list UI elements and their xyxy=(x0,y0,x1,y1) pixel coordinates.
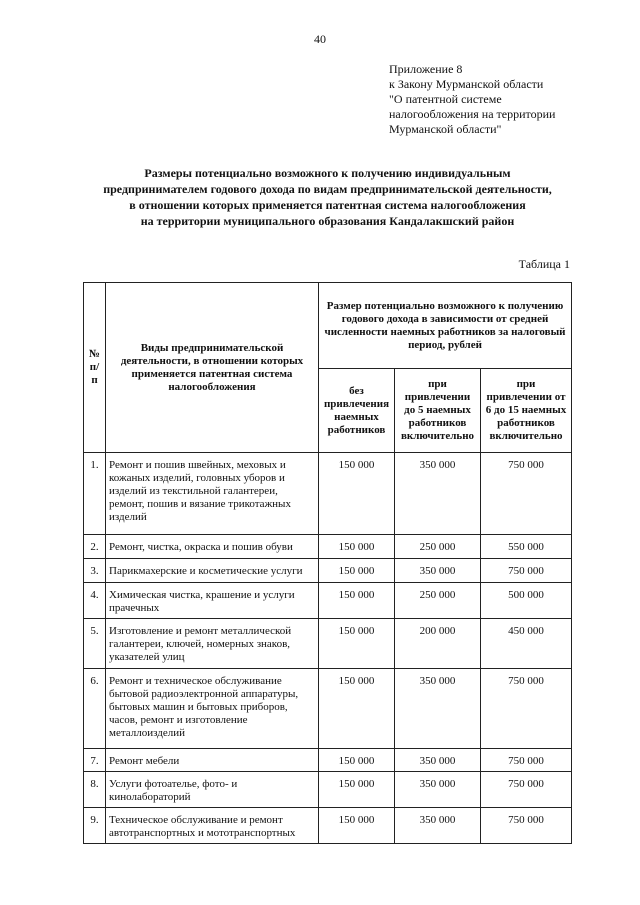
annex-line: Мурманской области" xyxy=(389,122,502,136)
row-value-up-to-5: 350 000 xyxy=(395,749,481,772)
annex-line: налогообложения на территории xyxy=(389,107,556,121)
table-row xyxy=(84,808,572,844)
row-activity: Ремонт, чистка, окраска и пошив обуви xyxy=(106,535,319,559)
row-value-6-to-15: 750 000 xyxy=(481,808,572,844)
row-value-6-to-15: 750 000 xyxy=(481,772,572,808)
annex-line: "О патентной системе xyxy=(389,92,502,106)
subheader-6-to-15: при привлечении от 6 до 15 наемных работников включительно xyxy=(481,369,572,453)
row-value-no-employees: 150 000 xyxy=(319,619,395,669)
subheader-no-employees: без привлечения наемных работников xyxy=(319,369,395,453)
row-num: 3. xyxy=(84,559,106,583)
row-value-up-to-5: 350 000 xyxy=(395,559,481,583)
row-activity: Парикмахерские и косметические услуги xyxy=(106,559,319,583)
header-num: № п/п xyxy=(84,283,106,453)
title-line: на территории муниципального образования Кандалакшский район xyxy=(140,214,515,228)
document-title xyxy=(60,165,595,229)
row-value-up-to-5: 250 000 xyxy=(395,583,481,619)
row-num: 8. xyxy=(84,772,106,808)
income-table xyxy=(83,282,572,844)
row-value-no-employees: 150 000 xyxy=(319,583,395,619)
row-value-up-to-5: 350 000 xyxy=(395,669,481,749)
row-value-up-to-5: 200 000 xyxy=(395,619,481,669)
row-value-6-to-15: 750 000 xyxy=(481,453,572,535)
annex-line: к Закону Мурманской области xyxy=(389,77,544,91)
table-row xyxy=(84,559,572,583)
row-value-6-to-15: 500 000 xyxy=(481,583,572,619)
row-activity: Изготовление и ремонт металлической галантереи, ключей, номерных знаков, указателей улиц xyxy=(106,619,319,669)
subheader-up-to-5: при привлечении до 5 наемных работников включительно xyxy=(395,369,481,453)
row-activity: Ремонт мебели xyxy=(106,749,319,772)
row-num: 6. xyxy=(84,669,106,749)
table-row xyxy=(84,749,572,772)
page-number: 40 xyxy=(314,32,326,46)
row-num: 9. xyxy=(84,808,106,844)
row-value-no-employees: 150 000 xyxy=(319,559,395,583)
annex-block xyxy=(389,62,609,137)
row-value-6-to-15: 750 000 xyxy=(481,669,572,749)
annex-line: Приложение 8 xyxy=(389,62,463,76)
row-num: 7. xyxy=(84,749,106,772)
row-activity: Ремонт и техническое обслуживание бытовой радиоэлектронной аппаратуры, бытовых машин и бытовых приборов, часов, ремонт и изготовление металлоизделий xyxy=(106,669,319,749)
row-activity: Химическая чистка, крашение и услуги прачечных xyxy=(106,583,319,619)
row-value-no-employees: 150 000 xyxy=(319,453,395,535)
row-value-6-to-15: 750 000 xyxy=(481,559,572,583)
row-num: 4. xyxy=(84,583,106,619)
row-value-6-to-15: 550 000 xyxy=(481,535,572,559)
table-row xyxy=(84,669,572,749)
table-row xyxy=(84,772,572,808)
row-num: 5. xyxy=(84,619,106,669)
row-value-6-to-15: 750 000 xyxy=(481,749,572,772)
title-line: в отношении которых применяется патентная система налогообложения xyxy=(129,198,526,212)
row-num: 2. xyxy=(84,535,106,559)
row-value-no-employees: 150 000 xyxy=(319,749,395,772)
row-value-6-to-15: 450 000 xyxy=(481,619,572,669)
row-value-up-to-5: 350 000 xyxy=(395,453,481,535)
table-caption: Таблица 1 xyxy=(518,257,570,271)
title-line: Размеры потенциально возможного к получению индивидуальным xyxy=(144,166,511,180)
table-row xyxy=(84,583,572,619)
row-activity: Услуги фотоателье, фото- и кинолабораторий xyxy=(106,772,319,808)
header-activity-kind: Виды предпринимательской деятельности, в отношении которых применяется патентная система налогообложения xyxy=(106,283,319,453)
row-value-no-employees: 150 000 xyxy=(319,808,395,844)
row-value-no-employees: 150 000 xyxy=(319,772,395,808)
row-value-up-to-5: 350 000 xyxy=(395,808,481,844)
row-value-up-to-5: 250 000 xyxy=(395,535,481,559)
table-row xyxy=(84,535,572,559)
header-income-size: Размер потенциально возможного к получению годового дохода в зависимости от средней численности наемных работников за налоговый период, рублей xyxy=(319,283,572,369)
title-line: предпринимателем годового дохода по видам предпринимательской деятельности, xyxy=(103,182,552,196)
table-row xyxy=(84,619,572,669)
row-value-no-employees: 150 000 xyxy=(319,669,395,749)
row-num: 1. xyxy=(84,453,106,535)
row-value-up-to-5: 350 000 xyxy=(395,772,481,808)
row-activity: Ремонт и пошив швейных, меховых и кожаных изделий, головных уборов и изделий из текстильной галантереи, ремонт, пошив и вязание трикотажных изделий xyxy=(106,453,319,535)
row-value-no-employees: 150 000 xyxy=(319,535,395,559)
row-activity: Техническое обслуживание и ремонт автотранспортных и мототранспортных xyxy=(106,808,319,844)
table-row xyxy=(84,453,572,535)
